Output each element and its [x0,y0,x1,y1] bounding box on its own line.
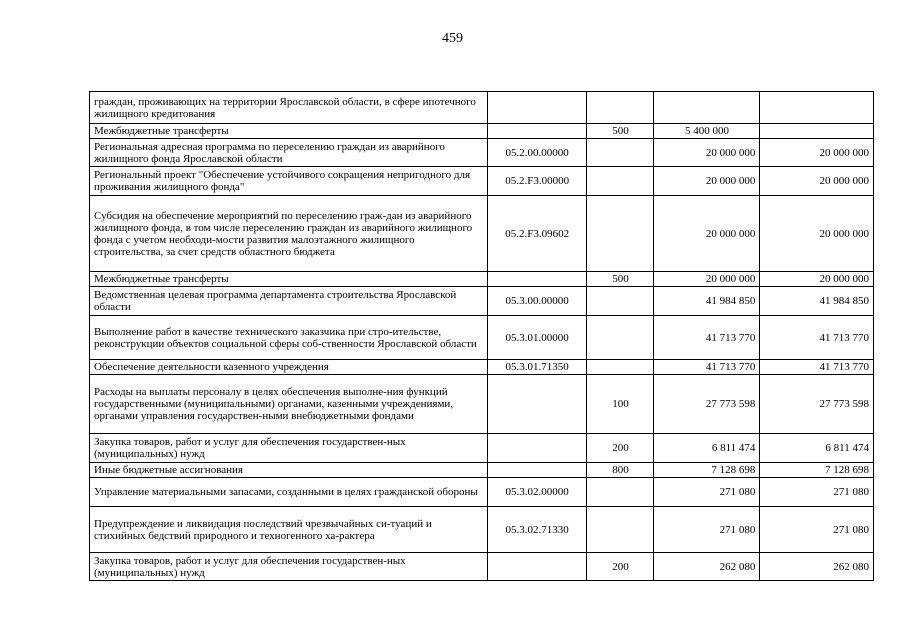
expense-name-cell: Региональная адресная программа по переселению граждан из аварийного жилищного фонда Ярославской области [90,139,488,167]
expense-type-cell [587,478,654,507]
expense-type-cell [587,196,654,272]
table-row [90,463,874,478]
budget-table [89,91,874,581]
target-code-cell [487,434,586,463]
expense-type-cell: 500 [587,124,654,139]
table-row [90,167,874,196]
amount-year2-cell: 27 773 598 [760,375,874,434]
target-code-cell [487,272,586,287]
amount-year1-cell: 41 713 770 [654,316,760,360]
expense-type-cell [587,316,654,360]
amount-year2-cell: 20 000 000 [760,167,874,196]
target-code-cell [487,375,586,434]
expense-name-cell: Обеспечение деятельности казенного учреждения [90,360,488,375]
target-code-cell [487,92,586,124]
table-row [90,360,874,375]
page-number: 459 [442,31,463,46]
amount-year1-cell: 6 811 474 [654,434,760,463]
expense-name-cell: Закупка товаров, работ и услуг для обеспечения государствен-ных (муниципальных) нужд [90,553,488,581]
amount-year1-cell: 7 128 698 [654,463,760,478]
target-code-cell: 05.3.02.00000 [487,478,586,507]
expense-type-cell: 200 [587,553,654,581]
table-row [90,553,874,581]
table-row [90,478,874,507]
expense-name-cell: Расходы на выплаты персоналу в целях обеспечения выполне-ния функций государственными (муниципальными) органами, казенными учреждениями, органами управления государствен-ными внебюджетными фондами [90,375,488,434]
expense-type-cell: 200 [587,434,654,463]
target-code-cell: 05.3.02.71330 [487,507,586,553]
table-row [90,375,874,434]
amount-year2-cell: 271 080 [760,507,874,553]
expense-type-cell [587,360,654,375]
expense-name-cell: Межбюджетные трансферты [90,124,488,139]
amount-year2-cell: 41 713 770 [760,316,874,360]
target-code-cell: 05.3.01.00000 [487,316,586,360]
amount-year1-cell: 20 000 000 [654,139,760,167]
amount-year1-cell: 5 400 000 [654,124,760,139]
amount-year1-cell: 41 984 850 [654,287,760,316]
amount-year2-cell: 271 080 [760,478,874,507]
amount-year1-cell: 271 080 [654,478,760,507]
amount-year2-cell: 41 713 770 [760,360,874,375]
table-row [90,316,874,360]
amount-year2-cell: 20 000 000 [760,196,874,272]
target-code-cell [487,124,586,139]
amount-year1-cell: 41 713 770 [654,360,760,375]
expense-type-cell: 800 [587,463,654,478]
expense-type-cell [587,92,654,124]
amount-year1-cell: 271 080 [654,507,760,553]
target-code-cell: 05.2.F3.00000 [487,167,586,196]
amount-year1-cell: 27 773 598 [654,375,760,434]
expense-name-cell: Субсидия на обеспечение мероприятий по переселению граж-дан из аварийного жилищного фонда, в том числе переселению граждан из аварийного жилищного фонда с учетом необходи-мости развития малоэтажного жилищного строительства, за счет средств областного бюджета [90,196,488,272]
amount-year2-cell: 7 128 698 [760,463,874,478]
expense-name-cell: Региональный проект "Обеспечение устойчивого сокращения непригодного для проживания жилищного фонда" [90,167,488,196]
expense-type-cell: 100 [587,375,654,434]
table-row [90,124,874,139]
expense-name-cell: Закупка товаров, работ и услуг для обеспечения государствен-ных (муниципальных) нужд [90,434,488,463]
expense-type-cell [587,507,654,553]
target-code-cell: 05.2.F3.09602 [487,196,586,272]
expense-type-cell: 500 [587,272,654,287]
amount-year2-cell: 41 984 850 [760,287,874,316]
table-row [90,92,874,124]
budget-table-body [90,92,874,581]
table-row [90,139,874,167]
amount-year1-cell [654,92,760,124]
table-row [90,196,874,272]
amount-year2-cell [760,92,874,124]
amount-year2-cell [760,124,874,139]
table-row [90,434,874,463]
table-row [90,287,874,316]
amount-year2-cell: 20 000 000 [760,139,874,167]
amount-year1-cell: 20 000 000 [654,272,760,287]
amount-year1-cell: 262 080 [654,553,760,581]
expense-name-cell: Иные бюджетные ассигнования [90,463,488,478]
expense-name-cell: Предупреждение и ликвидация последствий чрезвычайных си-туаций и стихийных бедствий природного и техногенного ха-рактера [90,507,488,553]
expense-name-cell: граждан, проживающих на территории Ярославской области, в сфере ипотечного жилищного кредитования [90,92,488,124]
target-code-cell: 05.2.00.00000 [487,139,586,167]
table-row [90,272,874,287]
expense-name-cell: Ведомственная целевая программа департамента строительства Ярославской области [90,287,488,316]
table-row [90,507,874,553]
expense-name-cell: Межбюджетные трансферты [90,272,488,287]
target-code-cell: 05.3.00.00000 [487,287,586,316]
expense-name-cell: Управление материальными запасами, созданными в целях гражданской обороны [90,478,488,507]
target-code-cell: 05.3.01.71350 [487,360,586,375]
target-code-cell [487,463,586,478]
amount-year2-cell: 6 811 474 [760,434,874,463]
target-code-cell [487,553,586,581]
amount-year2-cell: 20 000 000 [760,272,874,287]
amount-year1-cell: 20 000 000 [654,167,760,196]
amount-year1-cell: 20 000 000 [654,196,760,272]
amount-year2-cell: 262 080 [760,553,874,581]
expense-name-cell: Выполнение работ в качестве технического заказчика при стро-ительстве, реконструкции объектов социальной сферы соб-ственности Ярославской области [90,316,488,360]
expense-type-cell [587,287,654,316]
expense-type-cell [587,167,654,196]
expense-type-cell [587,139,654,167]
